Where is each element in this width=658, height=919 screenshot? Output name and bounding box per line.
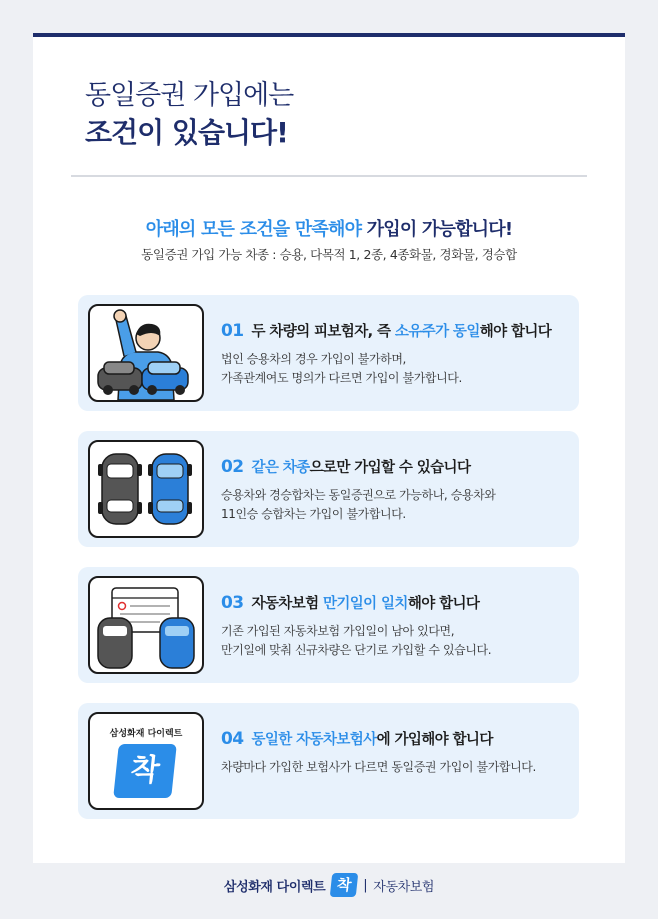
brand-name: 삼성화재 다이렉트 bbox=[109, 729, 183, 739]
condition-heading-1 bbox=[221, 320, 551, 341]
condition-heading-3 bbox=[221, 592, 479, 613]
description-line: 11인승 승합차는 가입이 불가합니다. bbox=[221, 507, 406, 521]
heading-text: 자동차보험 bbox=[251, 596, 323, 612]
description-line: 법인 승용차의 경우 가입이 불가하며, bbox=[221, 352, 406, 366]
top-accent-bar bbox=[33, 33, 625, 37]
expiry-date-illustration bbox=[88, 576, 204, 674]
footer bbox=[0, 873, 658, 909]
footer-product: 자동차보험 bbox=[373, 879, 435, 895]
heading-highlight: 같은 차종 bbox=[251, 460, 310, 476]
two-cars-top-view-icon bbox=[90, 442, 202, 536]
condition-description-4 bbox=[221, 758, 536, 777]
eligible-car-types: 동일증권 가입 가능 차종 : 승용, 다목적 1, 2종, 4종화물, 경화물, 경승합 bbox=[141, 247, 517, 262]
condition-card-1 bbox=[78, 295, 579, 411]
condition-description-1 bbox=[221, 350, 462, 388]
footer-separator: | bbox=[363, 877, 368, 893]
conditions-subtitle bbox=[33, 215, 625, 241]
chak-logo-icon: 착 bbox=[113, 744, 177, 798]
divider bbox=[71, 175, 587, 177]
footer-chak-logo-icon: 착 bbox=[330, 873, 359, 897]
condition-number-2: 02 bbox=[221, 457, 244, 477]
condition-card-2 bbox=[78, 431, 579, 547]
heading-highlight: 만기일이 일치 bbox=[322, 596, 408, 612]
condition-heading-2 bbox=[221, 456, 470, 477]
description-line: 차량마다 가입한 보험사가 다르면 동일증권 가입이 불가합니다. bbox=[221, 760, 536, 774]
condition-description-2 bbox=[221, 486, 496, 524]
waving-person-with-cars-icon bbox=[90, 306, 202, 400]
condition-number-4: 04 bbox=[221, 729, 244, 749]
description-line: 승용차와 경승합차는 동일증권으로 가능하나, 승용차와 bbox=[221, 488, 496, 502]
page-title-line1: 동일증권 가입에는 bbox=[85, 80, 294, 111]
condition-heading-4 bbox=[221, 728, 493, 749]
subtitle-rest: 가입이 가능합니다! bbox=[361, 219, 513, 240]
condition-number-3: 03 bbox=[221, 593, 244, 613]
heading-text: 해야 합니다 bbox=[479, 324, 552, 340]
condition-card-3 bbox=[78, 567, 579, 683]
footer-brand: 삼성화재 다이렉트 bbox=[223, 879, 326, 895]
description-line: 기존 가입된 자동차보험 가입일이 남아 있다면, bbox=[221, 624, 455, 638]
heading-text: 해야 합니다 bbox=[407, 596, 480, 612]
description-line: 가족관계여도 명의가 다르면 가입이 불가합니다. bbox=[221, 371, 462, 385]
heading-text: 에 가입해야 합니다 bbox=[376, 732, 493, 748]
same-owner-illustration bbox=[88, 304, 204, 402]
infographic-page bbox=[33, 33, 625, 863]
same-car-type-illustration bbox=[88, 440, 204, 538]
heading-highlight: 동일한 자동차보험사 bbox=[251, 732, 377, 748]
heading-text: 으로만 가입할 수 있습니다 bbox=[309, 460, 471, 476]
heading-highlight: 소유주가 동일 bbox=[394, 324, 480, 340]
description-line: 만기일에 맞춰 신규차량은 단기로 가입할 수 있습니다. bbox=[221, 643, 492, 657]
condition-number-1: 01 bbox=[221, 321, 244, 341]
footer-brand-line bbox=[224, 873, 434, 897]
heading-text: 두 차량의 피보험자, 즉 bbox=[251, 324, 395, 340]
condition-description-3 bbox=[221, 622, 491, 660]
insurer-logo-illustration bbox=[88, 712, 204, 810]
subtitle-highlight: 아래의 모든 조건을 만족해야 bbox=[145, 219, 362, 240]
condition-card-4 bbox=[78, 703, 579, 819]
page-title-line2: 조건이 있습니다! bbox=[85, 116, 288, 149]
calendar-with-cars-icon bbox=[90, 578, 202, 672]
